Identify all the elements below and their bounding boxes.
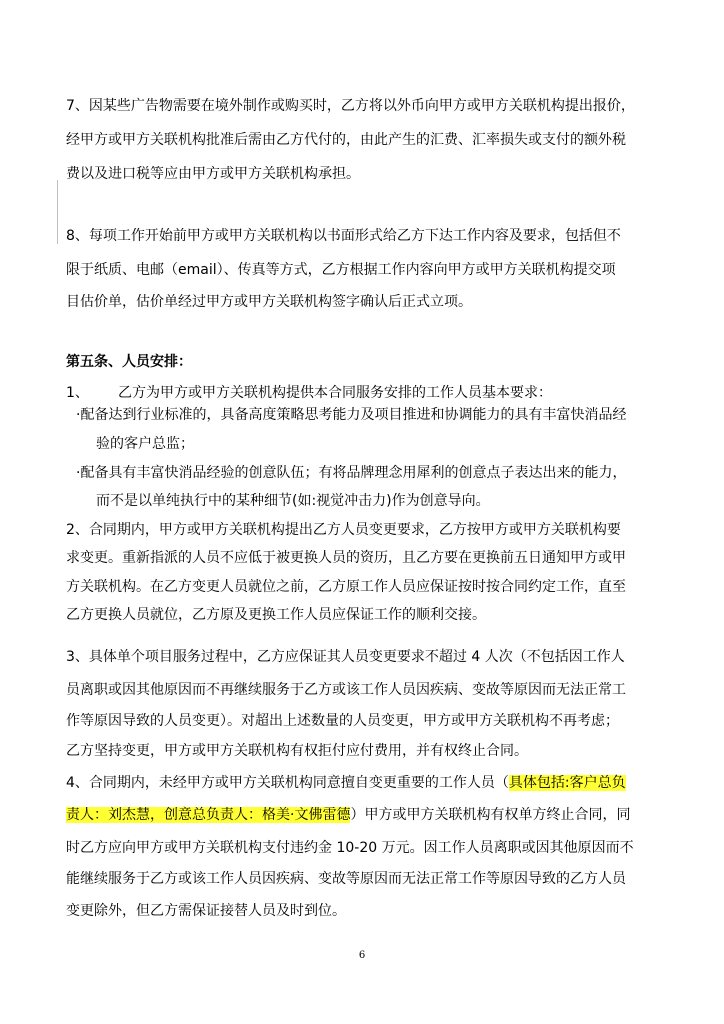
item-1-text: 乙方为甲方或甲方关联机构提供本合同服务安排的工作人员基本要求： [118, 385, 552, 401]
item-4-highlight-2: 责人：刘杰慧，创意总负责人：格美·文佛雷德 [66, 807, 351, 823]
item-2-line-1: 2、合同期内，甲方或甲方关联机构提出乙方人员变更要求，乙方按甲方或甲方关联机构要 [66, 522, 621, 538]
item-4-line-1-text: 4、合同期内，未经甲方或甲方关联机构同意擅自变更重要的工作人员（ [66, 775, 509, 791]
margin-change-bar [57, 180, 58, 244]
item-1-bullet-2-line-2: 而不是以单纯执行中的某种细节(如:视觉冲击力)作为创意导向。 [96, 493, 490, 509]
item-2-line-3: 方关联机构。在乙方变更人员就位之前，乙方原工作人员应保证按时按合同约定工作，直至 [66, 579, 626, 595]
page-number: 6 [358, 950, 366, 961]
item-4-line-3: 时乙方应向甲方或甲方关联机构支付违约金 10-20 万元。因工作人员离职或因其他原因而不 [66, 840, 634, 856]
item-4-line-2 [66, 805, 630, 825]
item-4-line-1 [66, 773, 626, 793]
item-3-line-4: 乙方坚持变更，甲方或甲方关联机构有权拒付应付费用，并有权终止合同。 [66, 743, 528, 759]
item-3-line-1: 3、具体单个项目服务过程中，乙方应保证其人员变更要求不超过 4 人次（不包括因工作人 [66, 649, 625, 665]
section-5-title: 第五条、人员安排： [66, 354, 192, 370]
item-4-line-5: 变更除外，但乙方需保证接替人员及时到位。 [66, 903, 346, 919]
item-2-line-4: 乙方更换人员就位，乙方原及更换工作人员应保证工作的顺利交接。 [66, 607, 486, 623]
item-4-highlight-1: 具体包括:客户总负 [508, 775, 626, 791]
paragraph-7-line-2: 经甲方或甲方关联机构批准后需由乙方代付的，由此产生的汇费、汇率损失或支付的额外税 [66, 132, 626, 148]
item-1-bullet-1-line-2: 验的客户总监； [96, 436, 194, 452]
item-2-line-2: 求变更。重新指派的人员不应低于被更换人员的资历，且乙方要在更换前五日通知甲方或甲 [66, 550, 626, 566]
paragraph-8-line-3: 目估价单，估价单经过甲方或甲方关联机构签字确认后正式立项。 [66, 294, 472, 310]
item-1-bullet-1-line-1: ·配备达到行业标准的，具备高度策略思考能力及项目推进和协调能力的具有丰富快消品经 [76, 407, 627, 423]
item-3-line-3: 作等原因导致的人员变更）。对超出上述数量的人员变更，甲方或甲方关联机构不再考虑； [66, 713, 619, 729]
item-4-line-4: 能继续服务于乙方或该工作人员因疾病、变故等原因而无法正常工作等原因导致的乙方人员 [66, 871, 626, 887]
item-1-number: 1、 [66, 385, 89, 401]
item-3-line-2: 员离职或因其他原因而不再继续服务于乙方或该工作人员因疾病、变故等原因而无法正常工 [66, 682, 626, 698]
item-4-line-2-text: ）甲方或甲方关联机构有权单方终止合同，同 [350, 807, 631, 823]
paragraph-8-line-1: 8、每项工作开始前甲方或甲方关联机构以书面形式给乙方下达工作内容及要求，包括但不 [66, 228, 621, 244]
item-1-bullet-2-line-1: ·配备具有丰富快消品经验的创意队伍；有将品牌理念用犀利的创意点子表达出来的能力， [76, 465, 627, 481]
paragraph-8-line-2: 限于纸质、电邮（email）、传真等方式，乙方根据工作内容向甲方或甲方关联机构提交项 [66, 262, 616, 278]
paragraph-7-line-3: 费以及进口税等应由甲方或甲方关联机构承担。 [66, 166, 360, 182]
paragraph-7-line-1: 7、因某些广告物需要在境外制作或购买时，乙方将以外币向甲方或甲方关联机构提出报价， [66, 98, 635, 114]
